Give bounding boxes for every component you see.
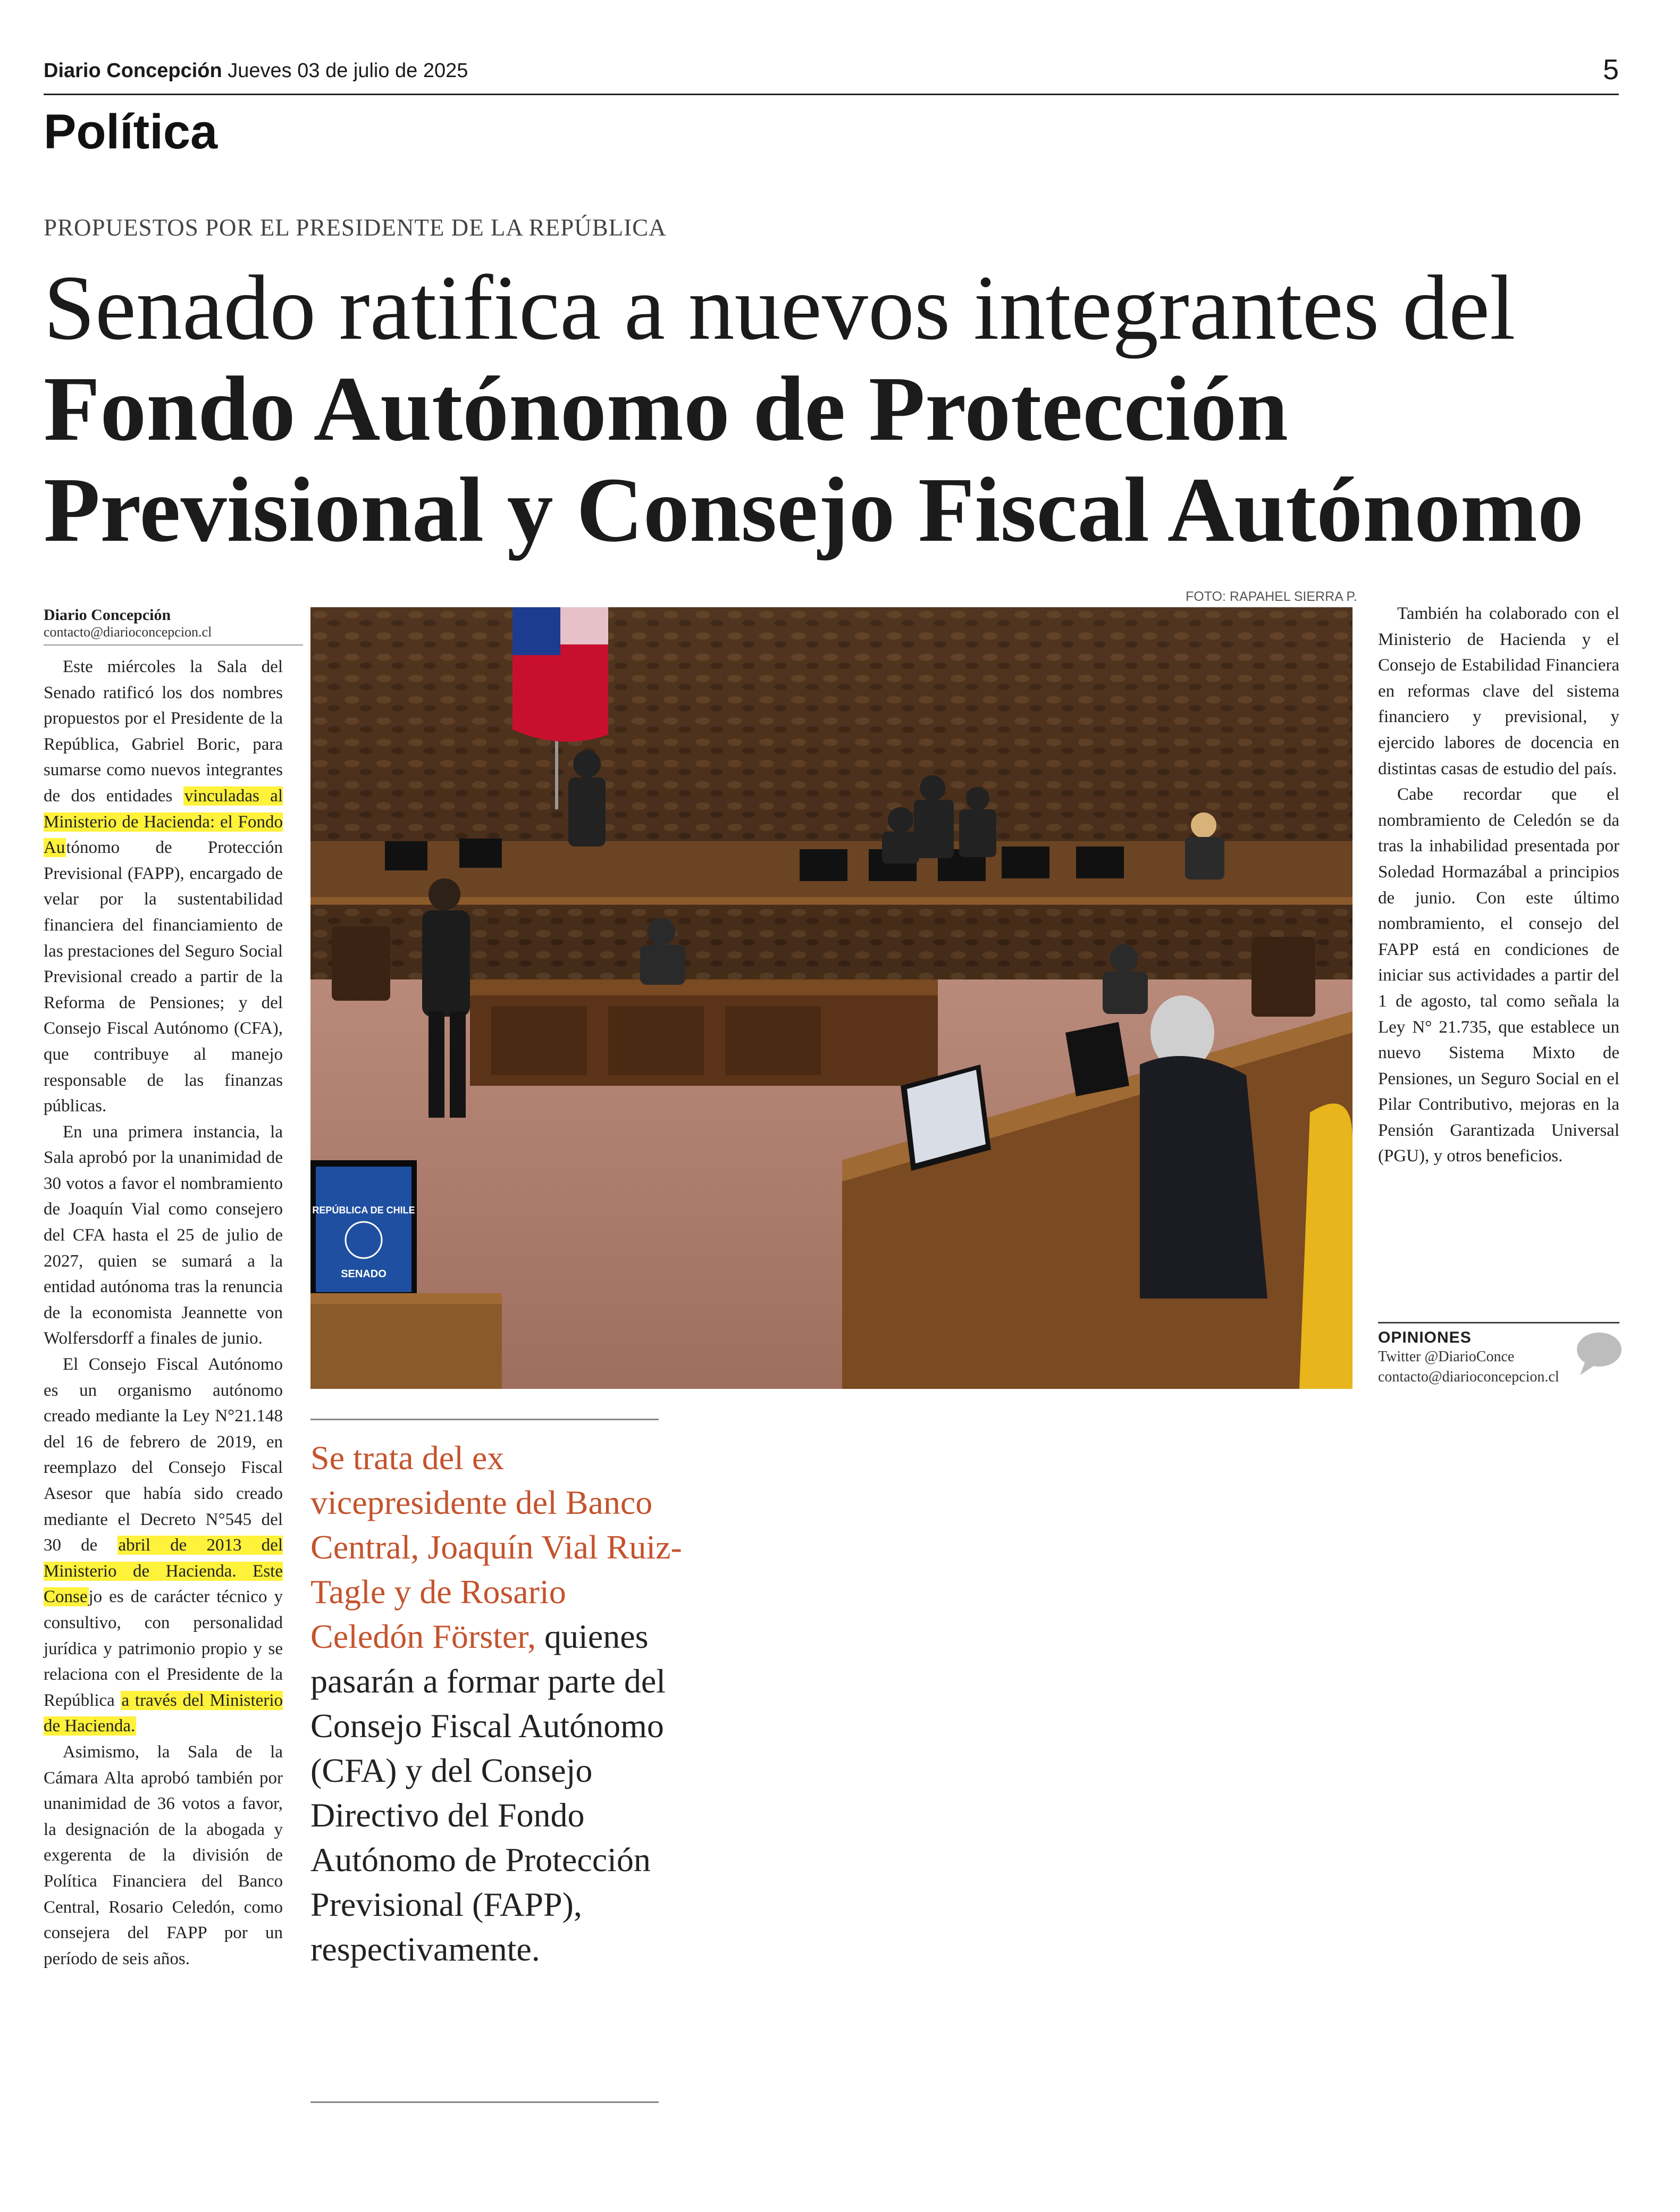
- photo-illustration: [310, 607, 1353, 1389]
- highlighted-text: abril de 2013 del Ministerio de Hacienda. Este Conse: [44, 1536, 283, 1607]
- masthead: [44, 60, 468, 91]
- pullquote-accent: Se trata del ex vicepresidente del Banco Central, Joaquín Vial Ruiz-Tagle y de Rosario Celedón Förster,: [310, 1439, 682, 1655]
- paragraph: En una primera instancia, la Sala aprobó por la unanimidad de 30 votos a favor el nombramiento de Joaquín Vial como consejero del CFA hasta el 25 de julio de 2027, quien se sumará a la entidad autónoma tras la renuncia de la economista Jeannette von Wolfersdorff a finales de junio.: [44, 1122, 283, 1348]
- byline: [44, 606, 303, 646]
- header-rule: [44, 94, 1619, 95]
- photo-credit: FOTO: RAPAHEL SIERRA P.: [1186, 589, 1357, 604]
- issue-date: Jueves 03 de julio de 2025: [228, 60, 468, 82]
- text-run: jo es de carácter técnico y consultivo, con personalidad jurídica y patrimonio propio y se relaciona con el Presidente de la República: [44, 1587, 283, 1710]
- paragraph: También ha colaborado con el Ministerio de Hacienda y el Consejo de Estabilidad Financiera en reformas clave del sistema financiero y previsional, y ejercido labores de docencia en distintas casas de estudio del país.: [1378, 604, 1619, 778]
- highlighted-text: a través del Ministerio de Hacienda.: [44, 1690, 283, 1736]
- senate-chamber-photo: [310, 607, 1353, 1389]
- monitor-text: SENADO: [341, 1268, 387, 1280]
- pullquote-text: quienes pasarán a formar parte del Consejo Fiscal Autónomo (CFA) y del Consejo Directivo del Fondo Autónomo de Protección Previsional (FAPP), respectivamente.: [310, 1618, 666, 1968]
- opiniones-label: OPINIONES: [1378, 1329, 1472, 1346]
- paragraph: Asimismo, la Sala de la Cámara Alta aprobó también por unanimidad de 36 votos a favor, la designación de la abogada y exgerenta de la división de Política Financiera del Banco Central, Rosario Celedón, como consejera del FAPP por un período de seis años.: [44, 1742, 283, 1968]
- right-column-body: [1378, 601, 1619, 1169]
- monitor-text: REPÚBLICA DE CHILE: [312, 1205, 415, 1216]
- headline: [44, 257, 1633, 560]
- twitter-handle: Twitter @DiarioConce: [1378, 1348, 1515, 1365]
- opiniones-email: contacto@diarioconcepcion.cl: [1378, 1369, 1559, 1385]
- byline-email: contacto@diarioconcepcion.cl: [44, 624, 212, 640]
- kicker: PROPUESTOS POR EL PRESIDENTE DE LA REPÚBLICA: [44, 214, 667, 241]
- pullquote-top-rule: [310, 1419, 659, 1420]
- headline-bold: Fondo Autónomo de Protección Previsional y Consejo Fiscal Autónomo: [44, 357, 1584, 561]
- headline-light: Senado ratifica a nuevos integrantes del: [44, 256, 1516, 359]
- newspaper-name: Diario Concepción: [44, 60, 222, 82]
- pullquote: [310, 1436, 683, 1972]
- text-run: Este miércoles la Sala del Senado ratificó los dos nombres propuestos por el Presidente de la República, Gabriel Boric, para sumarse como nuevos integrantes de dos entidades: [44, 657, 283, 806]
- speech-bubble-icon: [1575, 1329, 1623, 1380]
- byline-name: Diario Concepción: [44, 606, 171, 624]
- text-run: tónomo de Protección Previsional (FAPP), encargado de velar por la sustentabilidad financiera del financiamiento de las prestaciones del Seguro Social Previsional creado a partir de la Reforma de Pensiones; y del Consejo Fiscal Autónomo (CFA), que contribuye al manejo responsable de las finanzas públicas.: [44, 838, 283, 1116]
- highlighted-text: vinculadas al Ministerio de Hacienda: el Fondo Au: [44, 786, 283, 858]
- text-run: El Consejo Fiscal Autónomo es un organismo autónomo creado mediante la Ley N°21.148 del 16 de febrero de 2019, en reemplazo del Consejo Fiscal Asesor que había sido creado mediante el Decreto N°545 del 30 de: [44, 1355, 283, 1555]
- paragraph: Cabe recordar que el nombramiento de Celedón se da tras la inhabilidad presentada por Soledad Hormazábal a principios de junio. Con este último nombramiento, el consejo del FAPP está en condiciones de iniciar sus actividades a partir del 1 de agosto, tal como señala la Ley N° 21.735, que establece un nuevo Sistema Mixto de Pensiones, un Seguro Social en el Pilar Contributivo, mejoras en la Pensión Garantizada Universal (PGU), y otros beneficios.: [1378, 785, 1619, 1166]
- section-title: Política: [44, 105, 218, 159]
- pullquote-bottom-rule: [310, 2101, 659, 2103]
- paragraph: [44, 654, 283, 1119]
- left-column-body: [44, 654, 283, 1972]
- paragraph: [44, 1352, 283, 1739]
- page-number: 5: [1602, 54, 1619, 86]
